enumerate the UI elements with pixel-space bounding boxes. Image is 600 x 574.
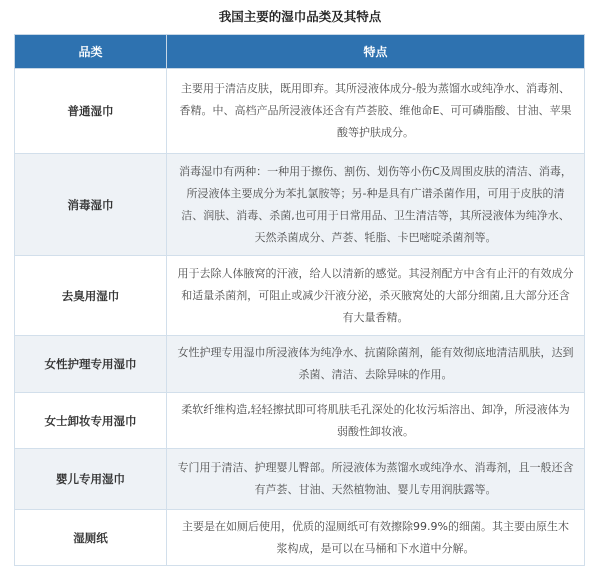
table-row — [15, 69, 585, 154]
table-row — [15, 256, 585, 336]
table-row — [15, 393, 585, 449]
table-row — [15, 449, 585, 510]
header-category: 品类 — [15, 35, 167, 69]
row-features: 主要用于清洁皮肤，既用即弃。其所浸液体成分-般为蒸馏水或纯净水、消毒剂、香精。中、高档产品所浸液体还含有芦荟胶、维他命E、可可磷脂酸、甘油、苹果酸等护肤成分。 — [167, 69, 585, 154]
page-title: 我国主要的湿巾品类及其特点 — [218, 9, 382, 24]
header-features: 特点 — [167, 35, 585, 69]
row-category: 女士卸妆专用湿巾 — [15, 393, 167, 449]
row-category: 消毒湿巾 — [15, 154, 167, 256]
table-row — [15, 154, 585, 256]
row-features: 主要是在如厕后使用，优质的湿厕纸可有效擦除99.9%的细菌。其主要由原生木浆构成，是可以在马桶和下水道中分解。 — [167, 510, 585, 566]
row-features: 消毒湿巾有两种：一种用于擦伤、割伤、划伤等小伤C及周围皮肤的清洁、消毒，所浸液体主要成分为苯扎氯胺等；另-种是具有广谱杀菌作用，可用于皮肤的清洁、润肤、消毒、杀菌,也可用于日常用品、卫生清洁等，其所浸液体为纯净水、天然杀菌成分、芦荟、牦脂、卡巴嘧啶杀菌剂等。 — [167, 154, 585, 256]
row-category: 女性护理专用湿巾 — [15, 336, 167, 393]
table-header-row — [15, 35, 585, 69]
row-features: 用于去除人体腋窝的汗液，给人以清新的感觉。其浸剂配方中含有止汗的有效成分和适量杀菌剂，可阻止或减少汗液分泌，杀灭腋窝处的大部分细菌,且大部分还含有大量香精。 — [167, 256, 585, 336]
row-features: 专门用于清洁、护理婴儿臀部。所浸液体为蒸馏水或纯净水、消毒剂，且一般还含有芦荟、甘油、天然植物油、婴儿专用润肤露等。 — [167, 449, 585, 510]
row-category: 普通湿巾 — [15, 69, 167, 154]
table-row — [15, 510, 585, 566]
row-category: 婴儿专用湿巾 — [15, 449, 167, 510]
row-features: 柔软纤维构造,轻轻擦拭即可将肌肤毛孔深处的化妆污垢溶出、卸净，所浸液体为弱酸性卸妆液。 — [167, 393, 585, 449]
row-category: 湿厕纸 — [15, 510, 167, 566]
wipes-category-table — [14, 34, 585, 566]
row-category: 去臭用湿巾 — [15, 256, 167, 336]
row-features: 女性护理专用湿巾所浸液体为纯净水、抗菌除菌剂，能有效彻底地清洁肌肤，达到杀菌、清洁、去除异味的作用。 — [167, 336, 585, 393]
table-row — [15, 336, 585, 393]
